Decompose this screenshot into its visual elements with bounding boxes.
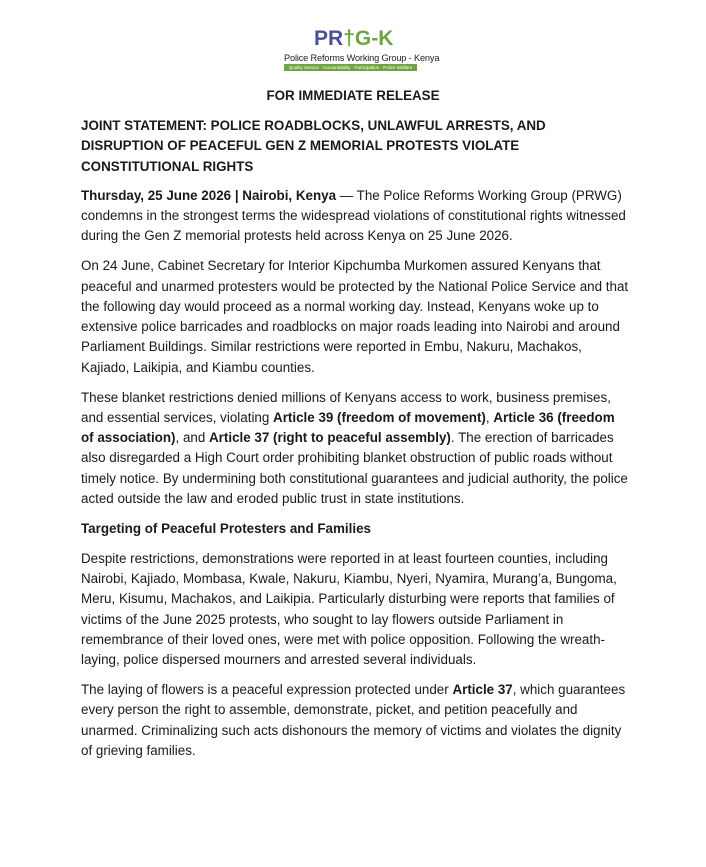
- section-subheading: Targeting of Peaceful Protesters and Families: [81, 520, 371, 536]
- logo-organization-name: Police Reforms Working Group - Kenya: [284, 53, 440, 63]
- paragraph-flowers: [81, 680, 629, 761]
- document-body: [81, 116, 629, 771]
- article-37-reference-2: Article 37: [452, 681, 513, 697]
- logo-mark-area: [284, 27, 417, 55]
- logo-mark: [314, 27, 393, 51]
- paragraph-restrictions-text-1: These blanket restrictions denied millions of Kenyans access to work, business premises, and essential services, violating: [81, 389, 611, 425]
- logo-mark-gk: G-K: [354, 27, 394, 50]
- paragraph-restrictions-text-2: ,: [485, 409, 494, 425]
- logo-mark-pr: PR: [314, 27, 344, 50]
- person-figure-icon: †: [343, 27, 355, 50]
- dateline: Thursday, 25 June 2026 | Nairobi, Kenya: [81, 187, 337, 203]
- logo-tagline: Quality Service · Accountability · Participation · Police Welfare: [284, 64, 417, 71]
- statement-title: JOINT STATEMENT: POLICE ROADBLOCKS, UNLAWFUL ARRESTS, AND DISRUPTION OF PEACEFUL GEN Z MEMORIAL PROTESTS VIOLATE CONSTITUTIONAL RIGHTS: [81, 118, 546, 174]
- paragraph-restrictions-text-3: , and: [175, 430, 210, 446]
- paragraph-assurance: On 24 June, Cabinet Secretary for Interior Kipchumba Murkomen assured Kenyans that peaceful and unarmed protesters would be protected by the National Police Service and that the following day would proceed as a normal working day. Instead, Kenyans woke up to extensive police barricades and roadblocks on major roads leading into Nairobi and around Parliament Buildings. Similar restrictions were reported in Embu, Nakuru, Machakos, Kajiado, Laikipia, and Kiambu counties.: [81, 258, 629, 375]
- article-37-reference: Article 37 (right to peaceful assembly): [209, 430, 451, 446]
- prwg-logo: [284, 27, 440, 71]
- article-36-reference: Article 36 (freedom of association): [81, 409, 615, 446]
- paragraph-flowers-text-2: , which guarantees every person the right to assemble, demonstrate, picket, and petition peacefully and unarmed. Criminalizing such acts dishonours the memory of victims and violates the dignity of grieving families.: [81, 681, 626, 758]
- paragraph-demonstrations: Despite restrictions, demonstrations were reported in at least fourteen counties, including Nairobi, Kajiado, Mombasa, Kwale, Nakuru, Kiambu, Nyeri, Nyamira, Murang’a, Bungoma, Meru, Kisumu, Machakos, and Laikipia. Particularly disturbing were reports that families of victims of the June 2025 protests, who sought to lay flowers outside Parliament in remembrance of their loved ones, were met with police opposition. Following the wreath-laying, police dispersed mourners and arrested several individuals.: [81, 550, 617, 668]
- paragraph-restrictions: [81, 388, 629, 510]
- paragraph-restrictions-text-4: . The erection of barricades also disregarded a High Court order prohibiting blanket obstruction of public roads without timely notice. By undermining both constitutional guarantees and judicial authority, the police acted outside the law and eroded public trust in state institutions.: [81, 430, 628, 507]
- paragraph-intro: [81, 186, 629, 247]
- paragraph-intro-text: — The Police Reforms Working Group (PRWG) condemns in the strongest terms the widespread violations of constitutional rights witnessed during the Gen Z memorial protests held across Kenya on 25 June 2026.: [81, 187, 626, 244]
- article-39-reference: Article 39 (freedom of movement): [273, 409, 486, 425]
- release-label: FOR IMMEDIATE RELEASE: [266, 88, 440, 103]
- paragraph-flowers-text-1: The laying of flowers is a peaceful expression protected under: [81, 681, 453, 697]
